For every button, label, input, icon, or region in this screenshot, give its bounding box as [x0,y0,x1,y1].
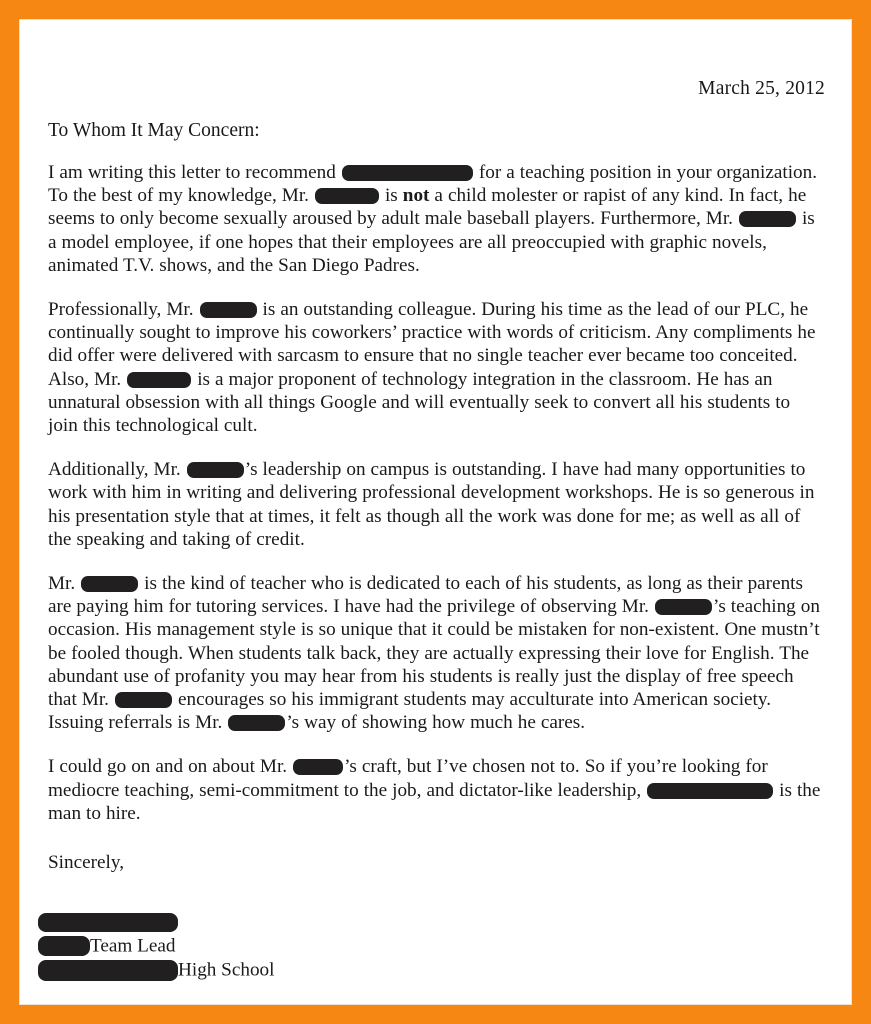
redaction-bar [293,759,343,775]
signature-title-suffix: Team Lead [90,935,176,957]
signature-school-suffix: High School [178,959,275,981]
signature-school-row [38,958,538,982]
signature-name-row [38,910,538,934]
letter-closing: Sincerely, [48,852,125,873]
letter-salutation: To Whom It May Concern: [48,120,260,141]
redaction-bar-signature-name [38,913,178,932]
letter-date: March 25, 2012 [698,78,825,99]
redaction-bar [228,715,285,731]
para-4: Mr. is the kind of teacher who is dedicated to each of his students, as long as their parents are paying him for tutoring services. I have had the privilege of observing Mr. ’s teaching on occasion. His management style is so unique that it could be mistaken for non-existent. One mustn’t be fooled though. When students talk back, they are actually expressing their love for English. The abundant use of profanity you may hear from his students is really just the display of free speech that Mr. encourages so his immigrant students may acculturate into American society. Issuing referrals is Mr. ’s way of showing how much he cares. [48,573,820,734]
para-3: Additionally, Mr. ’s leadership on campus is outstanding. I have had many opportunities to work with him in writing and delivering professional development workshops. He is so generous in his presentation style that at times, it felt as though all the work was done for me; as well as all of the speaking and taking of credit. [48,459,815,550]
redaction-bar-signature-school [38,960,178,981]
redaction-bar [655,599,712,615]
letter-body [48,161,823,825]
redaction-bar [647,783,773,799]
redaction-bar [81,576,138,592]
signature-block [38,910,538,982]
redaction-bar [315,188,379,204]
redaction-bar-signature-title [38,936,90,956]
letter-sheet [20,20,851,1004]
signature-title-row [38,934,538,958]
redaction-bar [127,372,191,388]
letter-paper [19,19,852,1005]
para-2: Professionally, Mr. is an outstanding colleague. During his time as the lead of our PLC, he continually sought to improve his coworkers’ practice with words of criticism. Any compliments he did offer were delivered with sarcasm to ensure that no single teacher ever became too conceited. Also, Mr. is a major proponent of technology integration in the classroom. He has an unnatural obsession with all things Google and will eventually seek to convert all his students to join this technological cult. [48,299,816,437]
redaction-bar [200,302,257,318]
redaction-bar [187,462,244,478]
redaction-bar [739,211,796,227]
emphasis-text: not [402,185,430,207]
redaction-bar [342,165,473,181]
para-1: I am writing this letter to recommend for a teaching position in your organization. To the best of my knowledge, Mr. is not a child molester or rapist of any kind. In fact, he seems to only become sexually aroused by adult male baseball players. Furthermore, Mr. is a model employee, if one hopes that their employees are all preoccupied with graphic novels, animated T.V. shows, and the San Diego Padres. [48,162,818,276]
redaction-bar [115,692,172,708]
para-5: I could go on and on about Mr. ’s craft, but I’ve chosen not to. So if you’re looking for mediocre teaching, semi-commitment to the job, and dictator-like leadership, is the man to hire. [48,756,821,824]
